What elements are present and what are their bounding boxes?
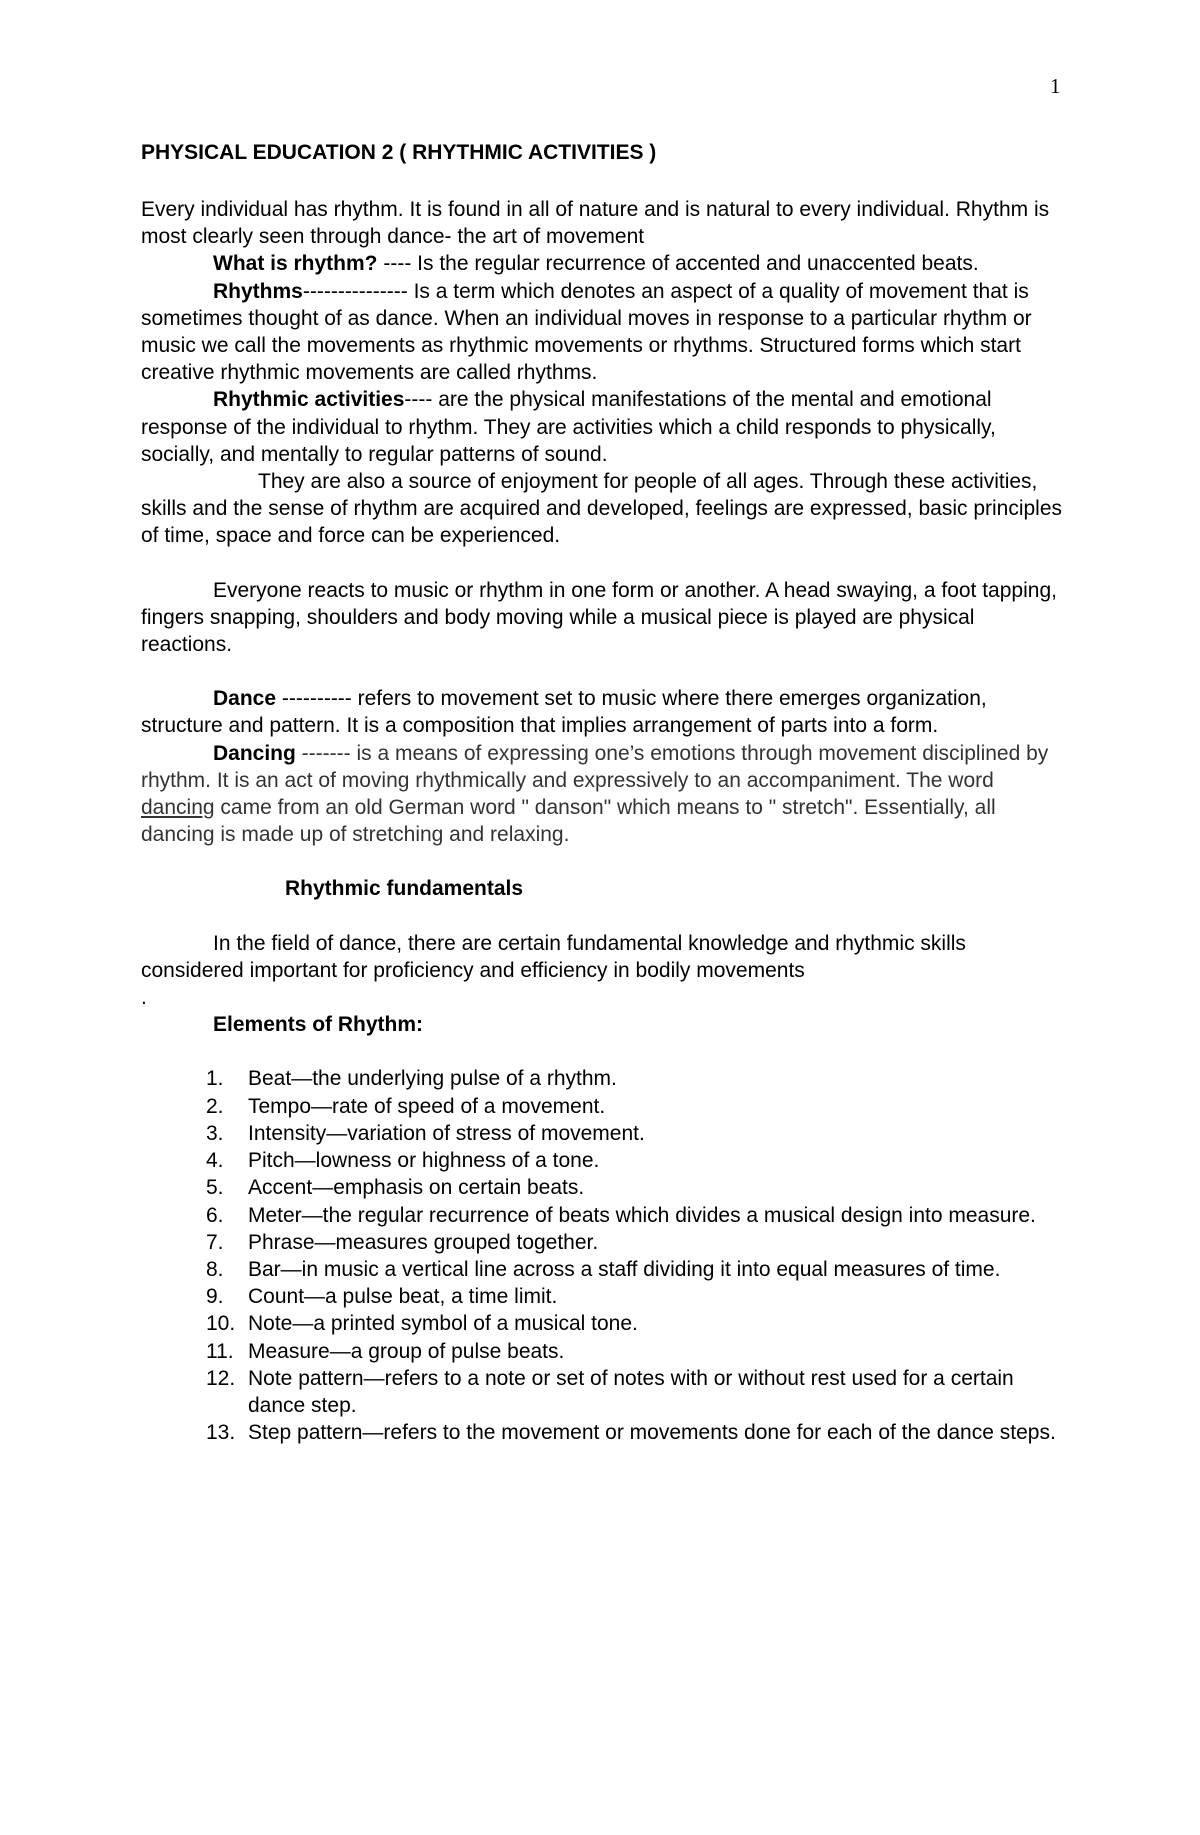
dancing-underlined-word: dancing [141, 796, 215, 820]
stray-dot: . [141, 986, 147, 1010]
fundamentals-heading: Rhythmic fundamentals [285, 877, 524, 901]
list-item-text: Measure—a group of pulse beats. [248, 1339, 565, 1363]
list-item-number: 8. [206, 1257, 224, 1281]
dance-text: ---------- refers to movement set to music where there emerges organization, structure and pattern. It is a composition that implies arrangement of parts into a form. [141, 687, 987, 738]
elements-heading: Elements of Rhythm: [213, 1013, 424, 1037]
reactions-paragraph: Everyone reacts to music or rhythm in one form or another. A head swaying, a foot tapping, fingers snapping, shoulders and body moving while a musical piece is played are physical reactions. [141, 578, 1057, 657]
dancing-text-a: ------- is a means of expressing one’s emotions through movement disciplined by rhythm. It is an act of moving rhythmically and expressively to an accompaniment. The word [141, 741, 1049, 792]
list-item [141, 1093, 1071, 1120]
dancing-definition [141, 740, 1071, 849]
rhythms-text: --------------- Is a term which denotes an aspect of a quality of movement that is sometimes thought of as dance. When an individual moves in response to a particular rhythm or music we call the movements as rhythmic movements or rhythms. Structured forms which start creative rhythmic movements are called rhythms. [141, 279, 1032, 385]
list-item [141, 1310, 1071, 1337]
document-body [141, 196, 1071, 1446]
list-item-text: Pitch—lowness or highness of a tone. [248, 1149, 600, 1173]
list-item-text: Note pattern—refers to a note or set of notes with or without rest used for a certain dance step. [248, 1366, 1014, 1417]
list-item-text: Step pattern—refers to the movement or movements done for each of the dance steps. [248, 1421, 1056, 1445]
list-item [141, 1229, 1071, 1256]
list-item-text: Count—a pulse beat, a time limit. [248, 1285, 558, 1309]
list-item [141, 1174, 1071, 1201]
list-item-text: Phrase—measures grouped together. [248, 1230, 599, 1254]
dance-definition [141, 685, 1071, 739]
list-item [141, 1120, 1071, 1147]
activities-more-paragraph: They are also a source of enjoyment for people of all ages. Through these activities, skills and the sense of rhythm are acquired and developed, feelings are expressed, basic principles of time, space and force can be experienced. [141, 470, 1063, 548]
list-item-text: Tempo—rate of speed of a movement. [248, 1094, 606, 1118]
list-item [141, 1283, 1071, 1310]
list-item-number: 2. [206, 1094, 224, 1118]
list-item-number: 6. [206, 1203, 224, 1227]
list-item [141, 1065, 1071, 1092]
list-item-number: 9. [206, 1285, 224, 1309]
list-item-text: Meter—the regular recurrence of beats which divides a musical design into measure. [248, 1203, 1036, 1227]
list-item-text: Beat—the underlying pulse of a rhythm. [248, 1067, 617, 1091]
list-item-number: 11. [206, 1339, 234, 1363]
rhythm-term: What is rhythm? [213, 252, 378, 276]
list-item [141, 1147, 1071, 1174]
list-item-number: 3. [206, 1121, 224, 1145]
dance-term: Dance [213, 687, 277, 711]
page-number: 1 [1050, 74, 1061, 98]
list-item-number: 5. [206, 1176, 224, 1200]
list-item [141, 1256, 1071, 1283]
list-item-number: 12. [206, 1366, 236, 1390]
list-item-number: 10. [206, 1312, 236, 1336]
list-item [141, 1338, 1071, 1365]
list-item [141, 1202, 1071, 1229]
activities-text: ---- are the physical manifestations of the mental and emotional response of the individual to rhythm. They are activities which a child responds to physically, socially, and mentally to regular patterns of sound. [141, 388, 996, 466]
list-item [141, 1419, 1071, 1446]
list-item-number: 4. [206, 1149, 224, 1173]
list-item-number: 1. [206, 1067, 224, 1091]
list-item-number: 7. [206, 1230, 224, 1254]
activities-term: Rhythmic activities [213, 388, 405, 412]
list-item-text: Intensity—variation of stress of movement. [248, 1121, 645, 1145]
list-item [141, 1365, 1071, 1419]
list-item-text: Bar—in music a vertical line across a staff dividing it into equal measures of time. [248, 1257, 1001, 1281]
fundamentals-paragraph: In the field of dance, there are certain fundamental knowledge and rhythmic skills considered important for proficiency and efficiency in bodily movements [141, 931, 966, 982]
activities-definition [141, 386, 1071, 468]
list-item-number: 13. [206, 1421, 236, 1445]
dancing-text-b: came from an old German word " danson" which means to " stretch". Essentially, all dancing is made up of stretching and relaxing. [141, 796, 996, 847]
elements-list [141, 1065, 1071, 1446]
rhythms-term: Rhythms [213, 279, 303, 303]
list-item-text: Accent—emphasis on certain beats. [248, 1176, 585, 1200]
rhythm-definition [141, 250, 1071, 277]
rhythm-text: ---- Is the regular recurrence of accented and unaccented beats. [377, 252, 979, 276]
dancing-term: Dancing [213, 741, 296, 765]
page-title: PHYSICAL EDUCATION 2 ( RHYTHMIC ACTIVITIES ) [141, 141, 657, 164]
intro-paragraph: Every individual has rhythm. It is found in all of nature and is natural to every individual. Rhythm is most clearly seen through dance- the art of movement [141, 198, 1050, 249]
list-item-text: Note—a printed symbol of a musical tone. [248, 1312, 638, 1336]
rhythms-definition [141, 278, 1071, 387]
